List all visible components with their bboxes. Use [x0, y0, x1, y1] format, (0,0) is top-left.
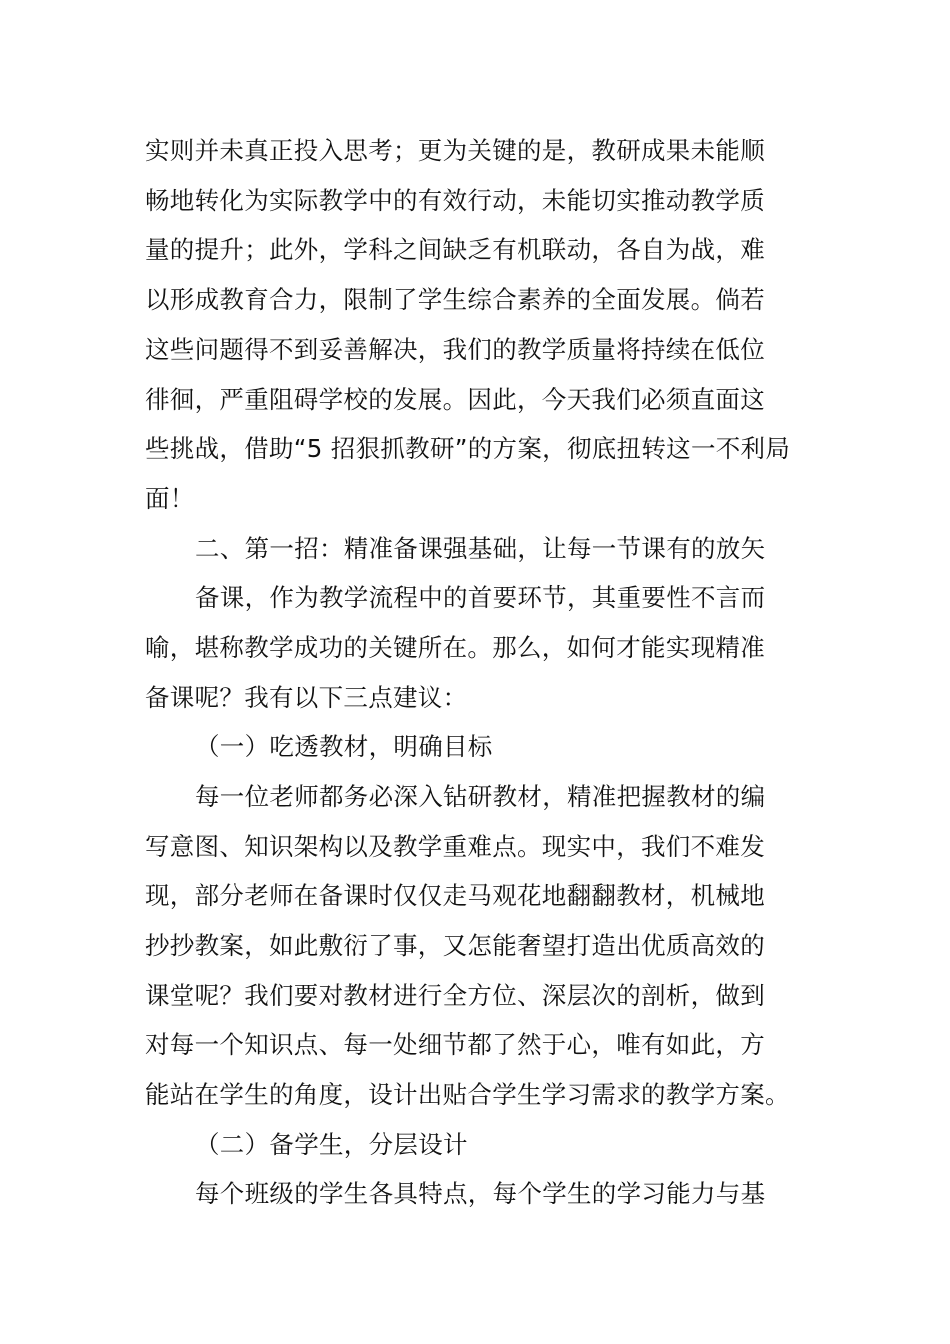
subsection-heading: （一）吃透教材，明确目标 — [195, 732, 493, 761]
paragraph-line: 喻，堪称教学成功的关键所在。那么，如何才能实现精准 — [145, 633, 765, 662]
paragraph-line: 每个班级的学生各具特点，每个学生的学习能力与基 — [195, 1179, 766, 1208]
paragraph-line: 备课，作为教学流程中的首要环节，其重要性不言而 — [195, 583, 766, 612]
subsection-heading: （二）备学生，分层设计 — [195, 1130, 468, 1159]
paragraph-line: 面！ — [145, 484, 195, 513]
section-heading: 二、第一招：精准备课强基础，让每一节课有的放矢 — [195, 534, 766, 563]
paragraph-line: 徘徊，严重阻碍学校的发展。因此，今天我们必须直面这 — [145, 385, 765, 414]
paragraph-line: 能站在学生的角度，设计出贴合学生学习需求的教学方案。 — [145, 1080, 790, 1109]
paragraph-line: 实则并未真正投入思考；更为关键的是，教研成果未能顺 — [145, 136, 765, 165]
paragraph-line: 量的提升；此外，学科之间缺乏有机联动，各自为战，难 — [145, 235, 765, 264]
paragraph-line: 备课呢？我有以下三点建议： — [145, 683, 468, 712]
paragraph-line: 畅地转化为实际教学中的有效行动，未能切实推动教学质 — [145, 186, 765, 215]
paragraph-line: 每一位老师都务必深入钻研教材，精准把握教材的编 — [195, 782, 766, 811]
paragraph-line: 课堂呢？我们要对教材进行全方位、深层次的剖析，做到 — [145, 981, 765, 1010]
paragraph-line: 抄抄教案，如此敷衍了事，又怎能奢望打造出优质高效的 — [145, 931, 765, 960]
paragraph-line: 写意图、知识架构以及教学重难点。现实中，我们不难发 — [145, 832, 765, 861]
paragraph-line: 些挑战，借助“5 招狠抓教研”的方案，彻底扭转这一不利局 — [145, 434, 791, 463]
paragraph-line: 这些问题得不到妥善解决，我们的教学质量将持续在低位 — [145, 335, 765, 364]
paragraph-line: 现，部分老师在备课时仅仅走马观花地翻翻教材，机械地 — [145, 881, 765, 910]
paragraph-line: 对每一个知识点、每一处细节都了然于心，唯有如此，方 — [145, 1030, 765, 1059]
paragraph-line: 以形成教育合力，限制了学生综合素养的全面发展。倘若 — [145, 285, 765, 314]
